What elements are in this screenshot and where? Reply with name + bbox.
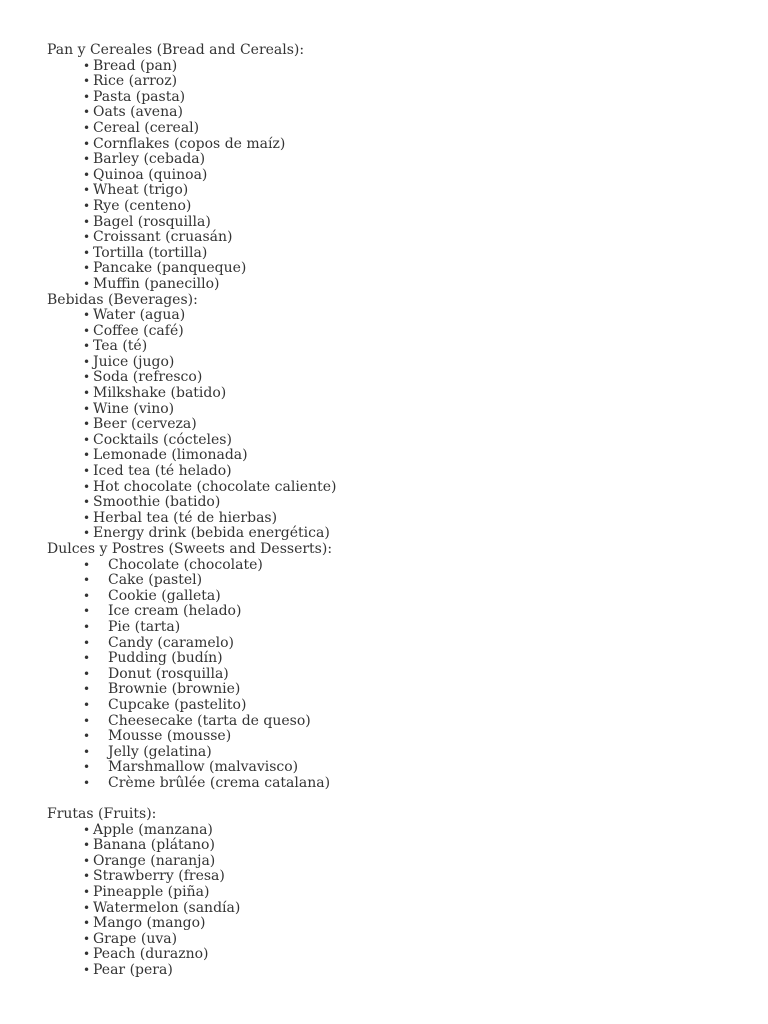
list-item <box>47 511 747 527</box>
list-item <box>47 355 747 371</box>
list-item-text: Peach (durazno) <box>93 946 209 963</box>
list-item <box>47 745 747 761</box>
list-item <box>47 947 747 963</box>
list-item <box>47 932 747 948</box>
list-item-text: Pear (pera) <box>93 962 173 979</box>
list-item-text: Milkshake (batido) <box>93 385 227 402</box>
bullet-list <box>47 59 747 293</box>
bullet-icon: • <box>83 308 91 323</box>
list-item <box>47 324 747 340</box>
list-item-text: Orange (naranja) <box>93 852 216 869</box>
bullet-list <box>47 308 747 542</box>
list-item <box>47 573 747 589</box>
bullet-icon: • <box>83 947 91 962</box>
list-item <box>47 121 747 137</box>
list-item-text: Quinoa (quinoa) <box>93 166 208 183</box>
list-item <box>47 137 747 153</box>
bullet-icon: • <box>83 214 91 229</box>
bullet-icon: • <box>83 198 91 213</box>
bullet-icon: • <box>83 900 91 915</box>
document-body <box>47 43 747 979</box>
list-item-text: Apple (manzana) <box>93 821 213 838</box>
blank-line <box>47 792 747 808</box>
bullet-icon: • <box>83 479 91 494</box>
section-heading: Bebidas (Beverages): <box>47 291 198 308</box>
list-item <box>47 339 747 355</box>
list-item-text: Smoothie (batido) <box>93 494 221 511</box>
list-item <box>47 417 747 433</box>
bullet-icon: • <box>83 261 91 276</box>
list-item <box>47 776 747 792</box>
bullet-icon: • <box>83 354 91 369</box>
bullet-icon: • <box>83 869 91 884</box>
bullet-icon: • <box>83 744 91 759</box>
bullet-icon: • <box>83 464 91 479</box>
list-item-text: Candy (caramelo) <box>108 634 235 651</box>
bullet-icon: • <box>83 510 91 525</box>
bullet-icon: • <box>83 822 91 837</box>
bullet-icon: • <box>83 729 91 744</box>
list-item <box>47 90 747 106</box>
bullet-icon: • <box>83 370 91 385</box>
list-item-text: Watermelon (sandía) <box>93 899 241 916</box>
bullet-list <box>47 558 747 792</box>
bullet-icon: • <box>83 495 91 510</box>
list-item-text: Iced tea (té helado) <box>93 463 232 480</box>
list-item <box>47 651 747 667</box>
list-item <box>47 230 747 246</box>
list-item-text: Cupcake (pastelito) <box>108 696 247 713</box>
list-item <box>47 636 747 652</box>
list-item-text: Brownie (brownie) <box>108 681 241 698</box>
bullet-icon: • <box>83 386 91 401</box>
bullet-icon: • <box>83 651 91 666</box>
bullet-icon: • <box>83 760 91 775</box>
list-item <box>47 480 747 496</box>
bullet-icon: • <box>83 963 91 978</box>
list-item <box>47 105 747 121</box>
list-item-text: Cake (pastel) <box>108 572 203 589</box>
section-beverages <box>47 293 747 543</box>
bullet-icon: • <box>83 885 91 900</box>
list-item-text: Pineapple (piña) <box>93 884 210 901</box>
list-item <box>47 916 747 932</box>
bullet-icon: • <box>83 401 91 416</box>
list-item <box>47 526 747 542</box>
list-item-text: Strawberry (fresa) <box>93 868 225 885</box>
list-item <box>47 261 747 277</box>
bullet-icon: • <box>83 775 91 790</box>
list-item-text: Cheesecake (tarta de queso) <box>108 712 311 729</box>
list-item <box>47 74 747 90</box>
list-item-text: Beer (cerveza) <box>93 416 197 433</box>
list-item <box>47 714 747 730</box>
bullet-icon: • <box>83 276 91 291</box>
bullet-icon: • <box>83 557 91 572</box>
list-item-text: Juice (jugo) <box>93 353 175 370</box>
bullet-icon: • <box>83 323 91 338</box>
list-item-text: Rice (arroz) <box>93 73 178 90</box>
bullet-icon: • <box>83 697 91 712</box>
list-item-text: Pudding (budín) <box>108 650 223 667</box>
list-item <box>47 495 747 511</box>
section-heading: Frutas (Fruits): <box>47 806 157 823</box>
bullet-icon: • <box>83 230 91 245</box>
bullet-icon: • <box>83 588 91 603</box>
list-item <box>47 901 747 917</box>
list-item-text: Tortilla (tortilla) <box>93 244 208 261</box>
list-item-text: Pancake (panqueque) <box>93 260 247 277</box>
list-item <box>47 620 747 636</box>
list-item <box>47 215 747 231</box>
list-item-text: Jelly (gelatina) <box>108 743 212 760</box>
list-item-text: Crème brûlée (crema catalana) <box>108 774 331 791</box>
list-item-text: Tea (té) <box>93 338 148 355</box>
list-item <box>47 246 747 262</box>
bullet-icon: • <box>83 931 91 946</box>
bullet-icon: • <box>83 682 91 697</box>
list-item <box>47 869 747 885</box>
list-item <box>47 698 747 714</box>
list-item-text: Grape (uva) <box>93 930 178 947</box>
bullet-icon: • <box>83 604 91 619</box>
list-item-text: Pie (tarta) <box>108 618 181 635</box>
list-item <box>47 604 747 620</box>
bullet-icon: • <box>83 432 91 447</box>
list-item <box>47 448 747 464</box>
list-item <box>47 168 747 184</box>
list-item <box>47 402 747 418</box>
list-item-text: Donut (rosquilla) <box>108 665 229 682</box>
section-bread-and-cereals <box>47 43 747 293</box>
list-item-text: Coffee (café) <box>93 322 184 339</box>
bullet-icon: • <box>83 916 91 931</box>
bullet-icon: • <box>83 853 91 868</box>
list-item <box>47 760 747 776</box>
bullet-icon: • <box>83 619 91 634</box>
section-heading: Dulces y Postres (Sweets and Desserts): <box>47 541 333 557</box>
list-item <box>47 838 747 854</box>
list-item-text: Cornflakes (copos de maíz) <box>93 135 286 152</box>
list-item-text: Hot chocolate (chocolate caliente) <box>93 478 337 495</box>
list-item-text: Mango (mango) <box>93 915 206 932</box>
list-item-text: Mousse (mousse) <box>108 728 232 745</box>
list-item-text: Oats (avena) <box>93 104 183 121</box>
bullet-icon: • <box>83 339 91 354</box>
list-item-text: Cereal (cereal) <box>93 119 200 136</box>
list-item-text: Pasta (pasta) <box>93 88 186 105</box>
section-heading: Pan y Cereales (Bread and Cereals): <box>47 42 305 58</box>
list-item-text: Ice cream (helado) <box>108 603 242 620</box>
list-item-text: Wine (vino) <box>93 400 175 417</box>
bullet-icon: • <box>83 167 91 182</box>
list-item-text: Rye (centeno) <box>93 197 192 214</box>
bullet-icon: • <box>83 448 91 463</box>
bullet-list <box>47 823 747 979</box>
bullet-icon: • <box>83 74 91 89</box>
list-item-text: Muffin (panecillo) <box>93 275 220 292</box>
bullet-icon: • <box>83 666 91 681</box>
list-item <box>47 199 747 215</box>
list-item-text: Bagel (rosquilla) <box>93 213 211 230</box>
bullet-icon: • <box>83 635 91 650</box>
list-item <box>47 433 747 449</box>
list-item-text: Chocolate (chocolate) <box>108 556 263 573</box>
list-item-text: Bread (pan) <box>93 57 178 74</box>
list-item <box>47 370 747 386</box>
bullet-icon: • <box>83 58 91 73</box>
bullet-icon: • <box>83 838 91 853</box>
bullet-icon: • <box>83 136 91 151</box>
section-sweets-and-desserts <box>47 542 747 792</box>
list-item-text: Marshmallow (malvavisco) <box>108 759 299 776</box>
list-item <box>47 183 747 199</box>
section-fruits <box>47 807 747 979</box>
list-item <box>47 152 747 168</box>
bullet-icon: • <box>83 713 91 728</box>
list-item-text: Lemonade (limonada) <box>93 447 248 464</box>
list-item <box>47 885 747 901</box>
list-item-text: Cocktails (cócteles) <box>93 431 232 448</box>
bullet-icon: • <box>83 89 91 104</box>
list-item <box>47 59 747 75</box>
list-item-text: Soda (refresco) <box>93 369 203 386</box>
list-item-text: Cookie (galleta) <box>108 587 221 604</box>
list-item-text: Water (agua) <box>93 307 186 324</box>
list-item-text: Croissant (cruasán) <box>93 229 233 246</box>
list-item <box>47 854 747 870</box>
list-item <box>47 667 747 683</box>
list-item <box>47 682 747 698</box>
bullet-icon: • <box>83 152 91 167</box>
list-item <box>47 386 747 402</box>
list-item <box>47 589 747 605</box>
bullet-icon: • <box>83 417 91 432</box>
list-item-text: Energy drink (bebida energética) <box>93 525 330 542</box>
list-item-text: Barley (cebada) <box>93 151 206 168</box>
list-item <box>47 729 747 745</box>
bullet-icon: • <box>83 120 91 135</box>
list-item <box>47 308 747 324</box>
list-item-text: Herbal tea (té de hierbas) <box>93 509 278 526</box>
bullet-icon: • <box>83 526 91 541</box>
list-item <box>47 464 747 480</box>
bullet-icon: • <box>83 245 91 260</box>
bullet-icon: • <box>83 573 91 588</box>
list-item <box>47 277 747 293</box>
list-item <box>47 963 747 979</box>
list-item-text: Wheat (trigo) <box>93 182 189 199</box>
list-item <box>47 823 747 839</box>
bullet-icon: • <box>83 183 91 198</box>
bullet-icon: • <box>83 105 91 120</box>
list-item-text: Banana (plátano) <box>93 837 215 854</box>
list-item <box>47 558 747 574</box>
